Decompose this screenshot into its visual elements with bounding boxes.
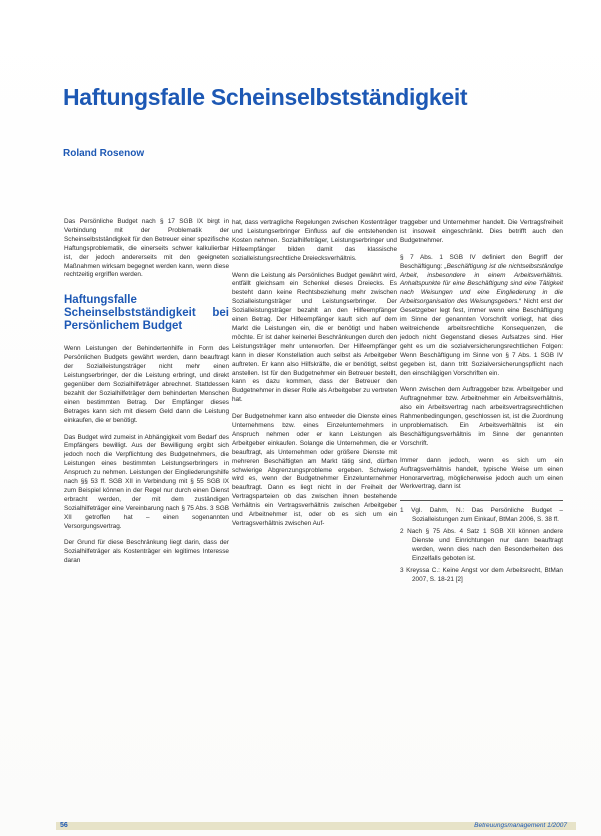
text-column-1 <box>64 218 229 574</box>
paragraph: hat, dass vertragliche Regelungen zwischen Kostenträger und Leistungserbringer Einfluss auf die entstehenden Kosten nehmen. Sozialhilfeträger, Leistungserbringer und Hilfeempfänger bilden damit das klassische sozialleistungsrechtliche Dreiecksverhältnis. <box>232 219 397 262</box>
text-column-3 <box>400 219 563 588</box>
law-quote: „Beschäftigung ist die nichtselbstständige Arbeit, insbesondere in einem Arbeitsverhältnis. Anhaltspunkte für eine Beschäftigung sind eine Tätigkeit nach Weisungen und eine Eingliederung in die Arbeitsorganisation des Weisungsgebers. <box>400 262 563 306</box>
footnotes <box>400 500 563 584</box>
section-heading: Haftungsfalle Scheinselbstständigkeit bei Persönlichem Budget <box>64 294 229 333</box>
page-number: 56 <box>60 822 68 829</box>
paragraph: Das Budget wird zumeist in Abhängigkeit vom Bedarf des Empfängers bewilligt. Aus der Bewilligung ergibt sich jedoch noch die Verpflichtung des Budgetnehmers, die Leistungen eines bestimmten Leistungserbringers in Anspruch zu nehmen. Leistungen der Eingliederungshilfe nach §§ 53 ff. SGB XII in Verbindung mit § 55 SGB IX zum Beispiel können in der Regel nur durch einen Dienst erbracht werden, der mit dem zuständigen Sozialhilfeträger eine Vereinbarung nach § 75 Abs. 3 SGB XII getroffen hat – einen sogenannten Versorgungsvertrag. <box>64 433 229 530</box>
paragraph: traggeber und Unternehmer handelt. Die Vertragsfreiheit ist insoweit eingeschränkt. Dies betrifft auch den Budgetnehmer. <box>400 219 563 244</box>
footnote: 1 Vgl. Dahm, N.: Das Persönliche Budget – Sozialleistungen zum Einkauf, BtMan 2006, S. 38 ff. <box>400 507 563 524</box>
text-column-2 <box>232 219 397 537</box>
paragraph: Das Persönliche Budget nach § 17 SGB IX birgt in Verbindung mit der Problematik der Scheinselbstständigkeit für den Betreuer einer spezifische Haftungsproblematik, die einerseits schwer kalkulierbar ist, der jedoch andererseits mit den geeigneten Maßnahmen wirksam begegnet werden kann, wenn diese rechtzeitig ergriffen werden. <box>64 218 229 279</box>
paragraph: Der Grund für diese Beschränkung liegt darin, dass der Sozialhilfeträger als Kostenträger ein legitimes Interesse daran <box>64 539 229 565</box>
author-name: Roland Rosenow <box>63 148 145 159</box>
paragraph: Wenn zwischen dem Auftraggeber bzw. Arbeitgeber und Auftragnehmer bzw. Arbeitnehmer ein Arbeitsverhältnis, also ein Arbeitsvertrag nach arbeitsvertragsrechtlichen Rahmenbedingungen, geschlossen ist, ist die Zuordnung unproblematisch. Ein Arbeitsverhältnis ist ein Beschäftigungsverhältnis im Sinne der genannten Vorschrift. <box>400 386 563 447</box>
paragraph: Wenn die Leistung als Persönliches Budget gewährt wird, entfällt gleichsam ein Schenkel dieses Dreiecks. Es besteht dann keine Rechtsbeziehung mehr zwischen Sozialleistungsträger und Leistungserbringer. Der Sozialleistungsträger bezahlt an den Hilfeempfänger einen Betrag. Der Hilfeempfänger kauft sich auf dem Markt die Leistungen ein, die er benötigt und haben möchte. Er ist daher keinerlei Beschränkungen durch den Leistungsträger mehr unterworfen. Der Hilfeempfänger kann in dieser Konstellation auch selbst als Arbeitgeber auftreten. Er kann also Hilfskräfte, die er benötigt, selbst anstellen. Ist für den Budgetnehmer ein Betreuer bestellt, kann es dazu kommen, dass der Betreuer den Budgetnehmer in dieser Rolle als Arbeitgeber zu vertreten hat. <box>232 271 397 404</box>
paragraph-definition <box>400 254 563 379</box>
paragraph: Der Budgetnehmer kann also entweder die Dienste eines Unternehmens bzw. eines Einzelunternehmers in Anspruch nehmen oder er kann Leistungen als Arbeitgeber einkaufen. Solange die Unternehmen, die er beauftragt, als Unternehmen oder größere Dienste mit mehreren Beschäftigten am Markt tätig sind, dürften schwierige Abgrenzungsprobleme ergeben. Schwierig wird es, wenn der Budgetnehmer Einzelunternehmer beauftragt. Dann es liegt nicht in der Freiheit der Vertragsparteien ob das zwischen ihnen bestehende Verhältnis ein Vertragsverhältnis zwischen Arbeitgeber und Arbeitnehmer ist, oder ob es sich um ein Vertragsverhältnis zwischen Auf- <box>232 413 397 527</box>
journal-name: Betreuungsmanagement 1/2007 <box>474 822 567 829</box>
page-title: Haftungsfalle Scheinselbstständigkeit <box>63 84 468 110</box>
footnote: 3 Kreyssa C.: Keine Angst vor dem Arbeitsrecht, BtMan 2007, S. 18-21 [2] <box>400 566 563 583</box>
paragraph-text: “ Nicht erst der Gesetzgeber legt fest, immer wenn eine Beschäftigung im Sinne der genannten Vorschrift vorliegt, hat dies weitreichende arbeitsrechtliche Konsequenzen, die jedoch nicht Gegenstand dieses Aufsatzes sind. Hier geht es um die sozialversicherungsrechtlichen Folgen: Wenn Beschäftigung im Sinne von § 7 Abs. 1 SGB IV gegeben ist, dann tritt Sozialversicherungspflicht nach den einschlägigen Vorschriften ein. <box>400 298 564 377</box>
paragraph: Wenn Leistungen der Behindertenhilfe in Form des Persönlichen Budgets gewährt werden, dann beauftragt der Sozialleistungsträger nicht mehr einen Leistungserbringer, der die Leistung erbringt, und direkt gegenüber dem Sozialhilfeträger abrechnet. Stattdessen bezahlt der Sozialhilfeträger dem behinderten Menschen einen bestimmten Betrag. Der Empfänger dieses Betrages kann sich mit diesem Geld dann die Leistung einkaufen, die er benötigt. <box>64 345 229 424</box>
paragraph-text: § 7 Abs. 1 SGB IV definiert den Begriff der Beschäftigung: <box>400 253 563 270</box>
footnote: 2 Nach § 75 Abs. 4 Satz 1 SGB XII können andere Dienste und Einrichtungen nur dann beauftragt werden, wenn dies nach den Besonderheiten des Einzelfalls geboten ist. <box>400 528 563 562</box>
paragraph: Immer dann jedoch, wenn es sich um ein Auftragsverhältnis handelt, typische Weise um einen Honorarvertrag, möglicherweise jedoch auch um einen Werkvertrag, dann ist <box>400 456 563 491</box>
